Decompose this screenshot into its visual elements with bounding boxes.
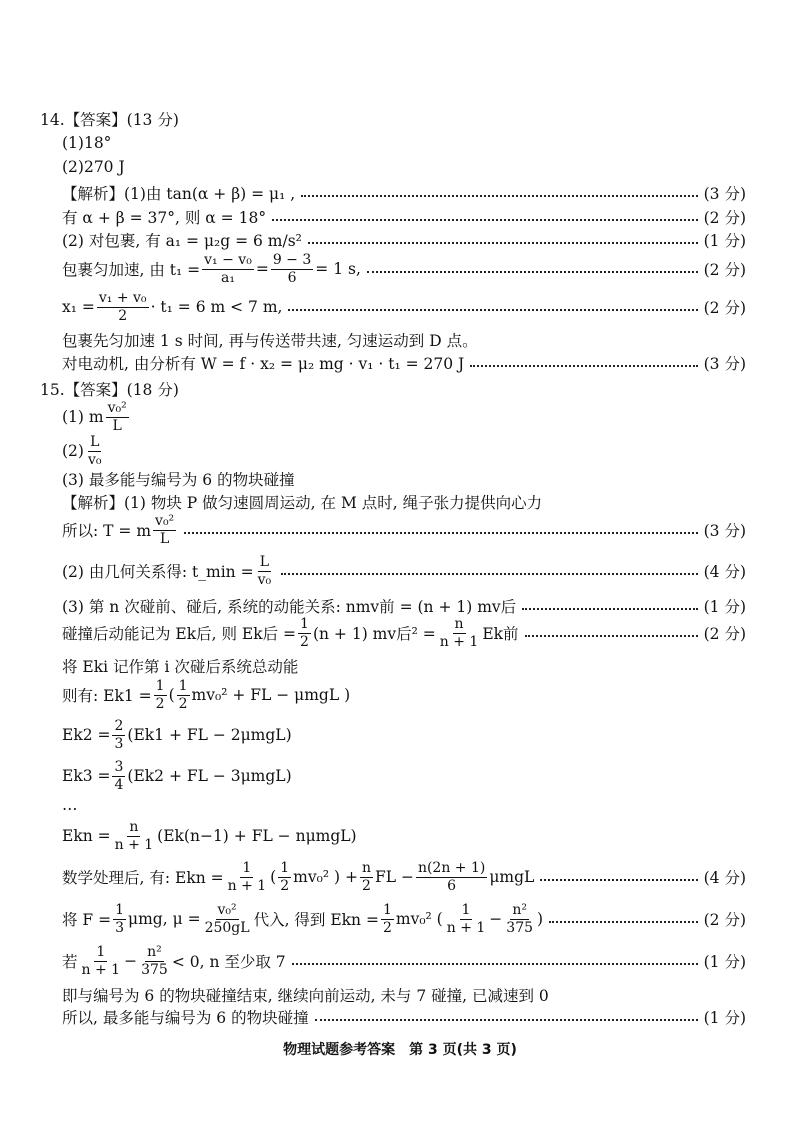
q15-step-15: 即与编号为 6 的物块碰撞结束, 继续向前运动, 未与 7 碰撞, 已减速到 0 (62, 987, 549, 1005)
q15-step-2: 所以: T = m $\frac{\text{v₀²}}{L}$ (3 分) (62, 513, 746, 547)
q15-step-4: (3) 第 n 次碰前、碰后, 系统的动能关系: nmv前 = (n + 1) mv后 (1 分) (62, 595, 746, 617)
q14-answer-heading: 14.【答案】(13 分) (40, 111, 179, 129)
score: (4 分) (703, 563, 746, 581)
fraction: $\frac{1}{3}$ (115, 902, 125, 936)
score: (1 分) (703, 1009, 746, 1027)
q15-answer-2: (2) $\frac{L}{\text{v₀}}$ (62, 434, 102, 468)
q15-step-8: Ek2 = $\frac{2}{3}$ (Ek1 + FL − 2μmgL) (62, 718, 292, 752)
q15-answer-1: (1) m $\frac{\text{v₀²}}{L}$ (62, 400, 127, 434)
fraction: $\frac{1}{2}$ (155, 678, 165, 712)
q15-step-6: 将 Eki 记作第 i 次碰后系统总动能 (62, 658, 299, 676)
fraction: $\frac{1}{n + 1}$ (446, 902, 486, 936)
score: (1 分) (703, 232, 746, 250)
q14-answer-1: (1)18° (62, 134, 112, 152)
leader-dots (470, 365, 697, 367)
q14-step-2: 有 α + β = 37°, 则 α = 18° (2 分) (62, 206, 746, 228)
score: (2 分) (703, 299, 746, 317)
q15-step-11: Ekn = $\frac{n}{n + 1}$ (Ek(n−1) + FL − nμmgL) (62, 819, 357, 853)
score: (3 分) (703, 185, 746, 203)
q14-step-3: (2) 对包裹, 有 a₁ = μ₂g = 6 m/s² (1 分) (62, 229, 746, 251)
fraction: $\frac{\text{v₀²}}{250gL}$ (204, 902, 250, 936)
fraction: $\frac{n}{n + 1}$ (439, 616, 479, 650)
leader-dots (292, 963, 698, 965)
leader-dots (367, 271, 698, 273)
leader-dots (315, 1019, 698, 1021)
fraction: $\frac{L}{\text{v₀}}$ (257, 554, 272, 588)
q15-step-9: Ek3 = $\frac{3}{4}$ (Ek2 + FL − 3μmgL) (62, 759, 292, 793)
score: (1 分) (703, 598, 746, 616)
q15-step-12: 数学处理后, 有: Ekn = $\frac{1}{n + 1}$ ( $\frac{1}{2}$ mv₀² ) + $\frac{n}{2}$ FL − $\frac{n(2n + 1)}{6}$ μmgL (4 分) (62, 860, 746, 894)
q15-step-13: 将 F = $\frac{1}{3}$ μmg, μ = $\frac{\text{v₀²}}{250gL}$ 代入, 得到 Ekn = $\frac{1}{2}$ mv₀² ( $\frac{1}{n + 1}$ − $\frac{\text{n²}}{375}$ ) (2 分) (62, 902, 746, 936)
q15-answer-3: (3) 最多能与编号为 6 的物块碰撞 (62, 471, 295, 489)
q15-step-3: (2) 由几何关系得: t_min = $\frac{L}{\text{v₀}}$ (4 分) (62, 554, 746, 588)
q15-step-5: 碰撞后动能记为 Ek后, 则 Ek后 = $\frac{1}{2}$ (n + 1) mv后² = $\frac{n}{n + 1}$ Ek前 (2 分) (62, 616, 746, 650)
fraction: $\frac{1}{n + 1}$ (227, 860, 267, 894)
fraction: $\frac{1}{2}$ (300, 616, 309, 650)
leader-dots (288, 309, 697, 311)
fraction: $\frac{n}{n + 1}$ (114, 819, 154, 853)
score: (4 分) (703, 869, 746, 887)
q15-step-16: 所以, 最多能与编号为 6 的物块碰撞 (1 分) (62, 1006, 746, 1028)
q15-step-1: 【解析】(1) 物块 P 做匀速圆周运动, 在 M 点时, 绳子张力提供向心力 (62, 494, 543, 512)
q15-answer-heading: 15.【答案】(18 分) (40, 381, 179, 399)
fraction: $\frac{1}{2}$ (178, 678, 188, 712)
fraction: $\frac{\text{v₁ + v₀}}{2}$ (98, 290, 147, 324)
fraction: $\frac{1}{n + 1}$ (81, 944, 121, 978)
q15-step-ellipsis: … (62, 796, 78, 814)
score: (3 分) (703, 522, 746, 540)
page-footer: 物理试题参考答案 第 3 页(共 3 页) (283, 1042, 517, 1058)
score: (1 分) (703, 953, 746, 971)
fraction: $\frac{9 - 3}{6}$ (272, 252, 312, 286)
leader-dots (281, 573, 698, 575)
fraction: $\frac{1}{2}$ (382, 902, 392, 936)
fraction: $\frac{\text{v₀²}}{L}$ (155, 513, 175, 547)
leader-dots (301, 195, 697, 197)
leader-dots (525, 635, 698, 637)
q14-answer-2: (2)270 J (62, 158, 125, 176)
leader-dots (549, 921, 698, 923)
q14-step-5: x₁ = $\frac{\text{v₁ + v₀}}{2}$ · t₁ = 6 m < 7 m, (2 分) (62, 290, 746, 324)
q15-step-14: 若 $\frac{1}{n + 1}$ − $\frac{\text{n²}}{375}$ < 0, n 至少取 7 (1 分) (62, 944, 746, 978)
score: (2 分) (703, 261, 746, 279)
fraction: $\frac{\text{v₀²}}{L}$ (107, 400, 127, 434)
q14-step-1: 【解析】(1)由 tan(α + β) = μ₁ , (3 分) (62, 182, 746, 204)
fraction: $\frac{\text{n²}}{375}$ (506, 902, 534, 936)
score: (2 分) (703, 911, 746, 929)
q14-step-4: 包裹匀加速, 由 t₁ = $\frac{\text{v₁ − v₀}}{\text{a₁}}$ = $\frac{9 - 3}{6}$ = 1 s, (2 分) (62, 252, 746, 286)
fraction: $\frac{n(2n + 1)}{6}$ (417, 860, 486, 894)
fraction: $\frac{n}{2}$ (361, 860, 371, 894)
leader-dots (184, 532, 697, 534)
fraction: $\frac{1}{2}$ (280, 860, 290, 894)
leader-dots (308, 242, 698, 244)
fraction: $\frac{L}{\text{v₀}}$ (87, 434, 102, 468)
score: (3 分) (703, 355, 746, 373)
leader-dots (540, 879, 697, 881)
q14-step-7: 对电动机, 由分析有 W = f · x₂ = μ₂ mg · v₁ · t₁ = 270 J (3 分) (62, 352, 746, 374)
fraction: $\frac{3}{4}$ (114, 759, 124, 793)
q14-step-6: 包裹先匀加速 1 s 时间, 再与传送带共速, 匀速运动到 D 点。 (62, 332, 478, 350)
leader-dots (272, 219, 698, 221)
score: (2 分) (703, 209, 746, 227)
fraction: $\frac{\text{n²}}{375}$ (141, 944, 168, 978)
q15-step-7: 则有: Ek1 = $\frac{1}{2}$ ( $\frac{1}{2}$ mv₀² + FL − μmgL ) (62, 678, 351, 712)
fraction: $\frac{\text{v₁ − v₀}}{\text{a₁}}$ (204, 252, 252, 286)
leader-dots (522, 608, 697, 610)
score: (2 分) (703, 625, 746, 643)
fraction: $\frac{2}{3}$ (114, 718, 124, 752)
